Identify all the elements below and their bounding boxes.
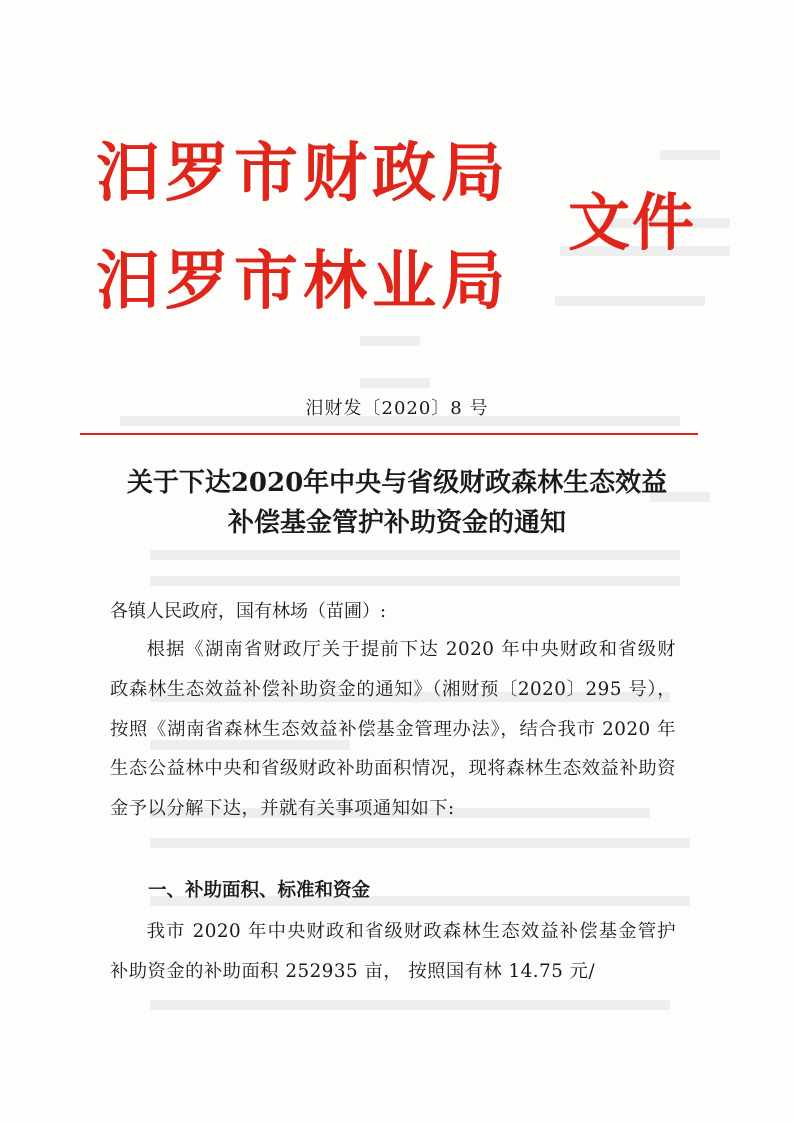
document-number: 汨财发〔2020〕8 号 <box>305 398 489 419</box>
salutation: 各镇人民政府，国有林场（苗圃）: <box>110 601 387 622</box>
section-heading-1: 一、补助面积、标准和资金 <box>148 880 371 901</box>
body-paragraph-1: 根据《湖南省财政厅关于提前下达 2020 年中央财政和省级财政森林生态效益补偿补助资金的通知》（湘财预〔2020〕295 号），按照《湖南省森林生态效益补偿基金管理办法》，结合我市 2020 年生态公益林中央和省级财政补助面积情况，现将森林生态效益补助资金予以分解下达，并就有关事项通知如下: <box>110 639 676 820</box>
issuer-finance-bureau: 汨罗市财政局 <box>96 137 510 211</box>
document-type-label: 文件 <box>568 186 697 259</box>
document-title-line-1: 关于下达2020年中央与省级财政森林生态效益 <box>126 468 668 498</box>
document-title-line-2: 补偿基金管护补助资金的通知 <box>227 508 566 538</box>
body-paragraph-2: 我市 2020 年中央财政和省级财政森林生态效益补偿基金管护补助资金的补助面积 252935 亩， 按照国有林 14.75 元/ <box>110 921 676 982</box>
issuer-forestry-bureau: 汨罗市林业局 <box>96 245 510 319</box>
red-separator-line <box>80 433 698 435</box>
